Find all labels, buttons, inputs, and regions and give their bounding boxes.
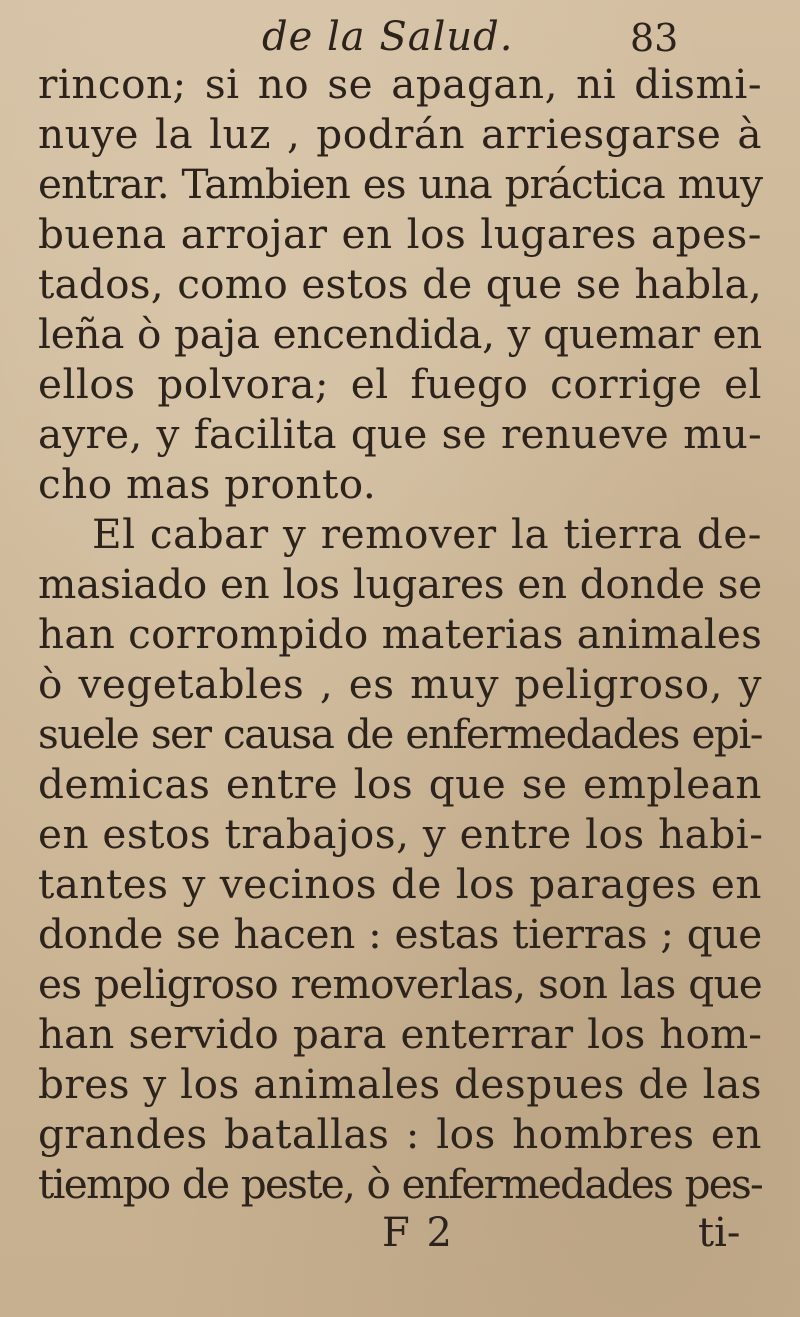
text-line: ayre, y facilita que se renueve mu-	[38, 410, 762, 458]
text-line: rincon; si no se apagan, ni dismi-	[38, 60, 762, 108]
text-line: donde se hacen : estas tierras ; que	[38, 910, 762, 958]
text-line: han servido para enterrar los hom-	[38, 1010, 762, 1058]
text-line: tados, como estos de que se habla,	[38, 260, 762, 308]
paragraph-start-line: El cabar y remover la tierra de-	[92, 510, 762, 558]
running-title: de la Salud.	[262, 14, 514, 60]
text-line: es peligroso removerlas, son las que	[38, 960, 762, 1008]
text-line: ò vegetables , es muy peligroso, y	[38, 660, 762, 708]
text-line: suele ser causa de enfermedades epi-	[38, 710, 762, 758]
signature-mark: F 2	[382, 1210, 454, 1256]
text-line: ellos polvora; el fuego corrige el	[38, 360, 762, 408]
text-line: grandes batallas : los hombres en	[38, 1110, 762, 1158]
text-line: masiado en los lugares en donde se	[38, 560, 762, 608]
text-line: leña ò paja encendida, y quemar en	[38, 310, 762, 358]
text-line: entrar. Tambien es una práctica muy	[38, 160, 762, 208]
text-line: demicas entre los que se emplean	[38, 760, 762, 808]
running-head	[0, 8, 800, 60]
text-line: bres y los animales despues de las	[38, 1060, 762, 1108]
text-line: tiempo de peste, ò enfermedades pes-	[38, 1160, 762, 1208]
text-line: nuye la luz , podrán arriesgarse à	[38, 110, 762, 158]
text-line: buena arrojar en los lugares apes-	[38, 210, 762, 258]
catchword: ti-	[698, 1210, 741, 1256]
text-line: en estos trabajos, y entre los habi-	[38, 810, 764, 858]
text-line: cho mas pronto.	[38, 460, 377, 508]
page-number: 83	[630, 16, 679, 60]
text-line: han corrompido materias animales	[38, 610, 763, 658]
text-line: tantes y vecinos de los parages en	[38, 860, 762, 908]
